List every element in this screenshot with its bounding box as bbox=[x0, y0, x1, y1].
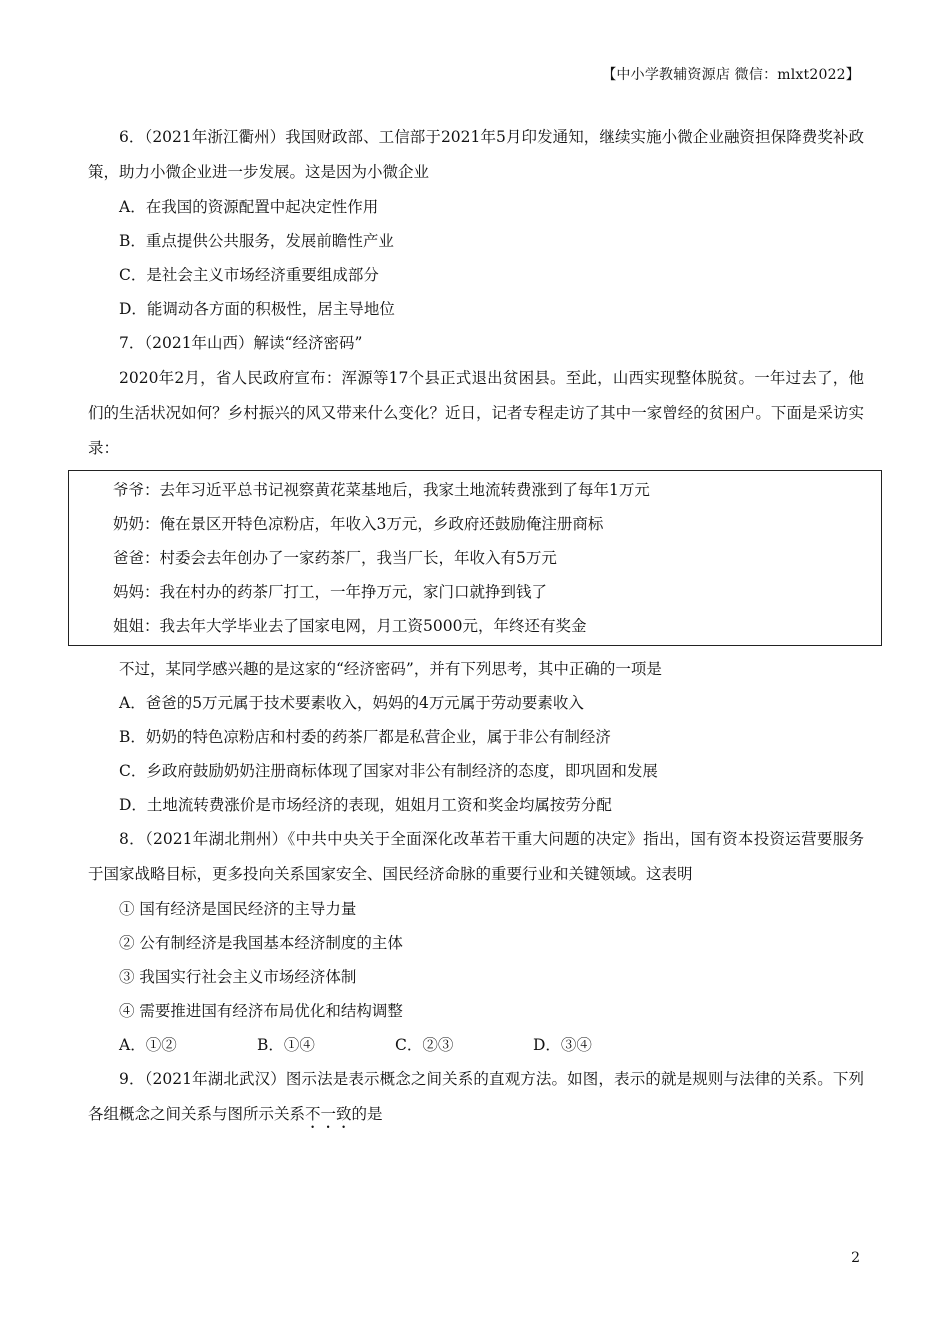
question-8-statement-3: ③ 我国实行社会主义市场经济体制 bbox=[119, 968, 357, 986]
question-7-option-a: A．爸爸的5万元属于技术要素收入，妈妈的4万元属于劳动要素收入 bbox=[119, 694, 584, 712]
question-6-option-a: A．在我国的资源配置中起决定性作用 bbox=[119, 198, 379, 216]
question-6-stem: 6．（2021年浙江衢州）我国财政部、工信部于2021年5月印发通知，继续实施小微企业融资担保降费奖补政策，助力小微企业进一步发展。这是因为小微企业 bbox=[88, 128, 864, 181]
interview-line-dad: 爸爸：村委会去年创办了一家药茶厂，我当厂长，年收入有5万元 bbox=[113, 549, 557, 567]
question-8-statement-4: ④ 需要推进国有经济布局优化和结构调整 bbox=[119, 1002, 403, 1020]
question-7-stem: 7．（2021年山西）解读“经济密码” bbox=[119, 334, 363, 352]
interview-line-mom: 妈妈：我在村办的药茶厂打工，一年挣万元，家门口就挣到钱了 bbox=[113, 583, 548, 601]
interview-line-sister: 姐姐：我去年大学毕业去了国家电网，月工资5000元，年终还有奖金 bbox=[113, 617, 587, 635]
question-8-choice-d: D．③④ bbox=[533, 1036, 592, 1054]
question-8-choice-b: B．①④ bbox=[257, 1036, 315, 1054]
question-9-emphasis: 不一致 bbox=[305, 1105, 352, 1123]
question-7-question: 不过，某同学感兴趣的是这家的“经济密码”，并有下列思考，其中正确的一项是 bbox=[119, 660, 662, 678]
page-number: 2 bbox=[851, 1250, 860, 1266]
question-8-choices bbox=[88, 1028, 864, 1062]
question-7-option-d: D．土地流转费涨价是市场经济的表现，姐姐月工资和奖金均属按劳分配 bbox=[119, 796, 612, 814]
question-8-stem: 8．（2021年湖北荆州）《中共中央关于全面深化改革若干重大问题的决定》指出，国有资本投资运营要服务于国家战略目标，更多投向关系国家安全、国民经济命脉的重要行业和关键领域。这表明 bbox=[88, 830, 864, 883]
page-header: 【中小学教辅资源店 微信：mlxt2022】 bbox=[602, 67, 860, 83]
question-9-stem-part2: 的是 bbox=[351, 1105, 383, 1123]
question-8-statement-1: ① 国有经济是国民经济的主导力量 bbox=[119, 900, 357, 918]
question-6-option-c: C．是社会主义市场经济重要组成部分 bbox=[119, 266, 379, 284]
question-8-choice-a: A．①② bbox=[119, 1036, 177, 1054]
question-7-option-c: C．乡政府鼓励奶奶注册商标体现了国家对非公有制经济的态度，即巩固和发展 bbox=[119, 762, 658, 780]
question-6-option-d: D．能调动各方面的积极性，居主导地位 bbox=[119, 300, 395, 318]
question-9-stem-part1: 9．（2021年湖北武汉）图示法是表示概念之间关系的直观方法。如图，表示的就是规则与法律的关系。下列各组概念之间关系与图所示关系 bbox=[88, 1070, 864, 1123]
interview-box bbox=[68, 470, 882, 646]
question-9-stem bbox=[88, 1062, 864, 1132]
question-8-choice-c: C．②③ bbox=[395, 1036, 454, 1054]
question-7-intro: 2020年2月，省人民政府宣布：浑源等17个县正式退出贫困县。至此，山西实现整体脱贫。一年过去了，他们的生活状况如何？乡村振兴的风又带来什么变化？近日，记者专程走访了其中一家曾经的贫困户。下面是采访实录： bbox=[88, 369, 864, 457]
question-6-option-b: B．重点提供公共服务，发展前瞻性产业 bbox=[119, 232, 394, 250]
document-body bbox=[88, 120, 864, 1132]
interview-line-grandma: 奶奶：俺在景区开特色凉粉店，年收入3万元，乡政府还鼓励俺注册商标 bbox=[113, 515, 604, 533]
interview-line-grandpa: 爷爷：去年习近平总书记视察黄花菜基地后，我家土地流转费涨到了每年1万元 bbox=[113, 481, 650, 499]
question-8-statement-2: ② 公有制经济是我国基本经济制度的主体 bbox=[119, 934, 403, 952]
question-7-option-b: B．奶奶的特色凉粉店和村委的药茶厂都是私营企业，属于非公有制经济 bbox=[119, 728, 611, 746]
